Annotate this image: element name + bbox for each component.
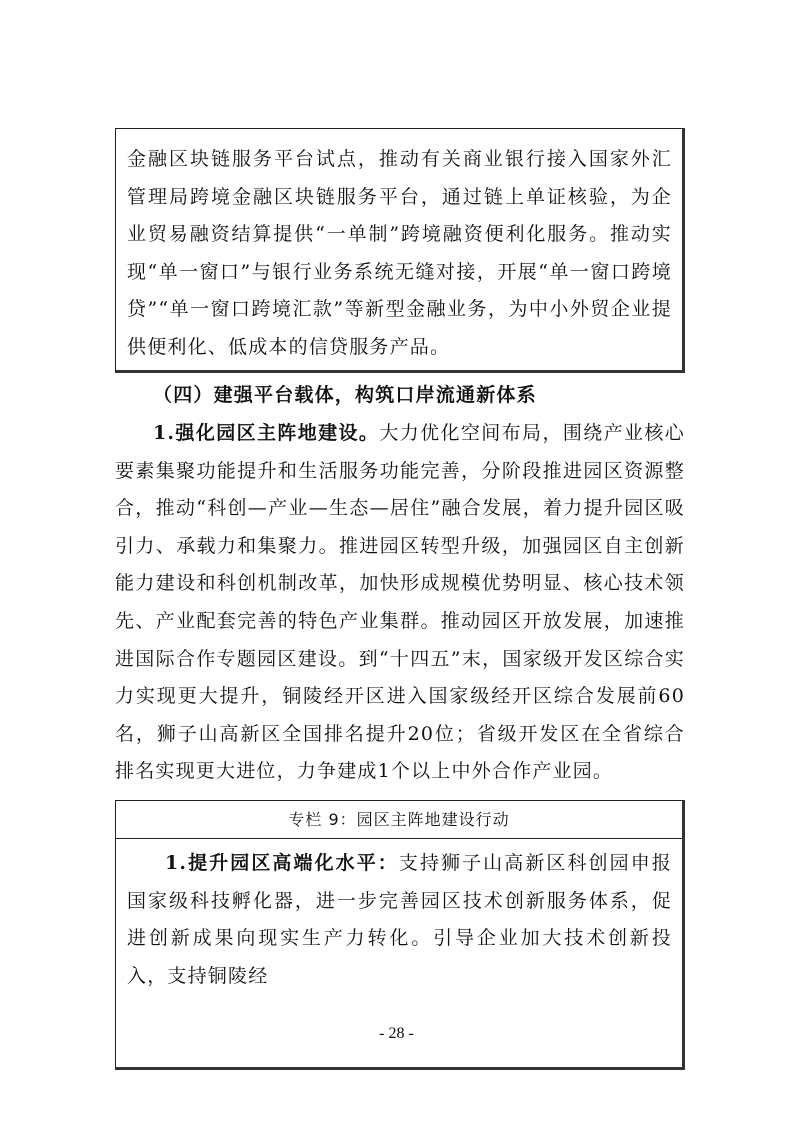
paragraph-text: 大力优化空间布局，围绕产业核心要素集聚功能提升和生活服务功能完善，分阶段推进园区资源整合，推动“科创—产业—生态—居住”融合发展，着力提升园区吸引力、承载力和集聚力。推进园区转型升级，加强园区自主创新能力建设和科创机制改革，加快形成规模优势明显、核心技术领先、产业配套完善的特色产业集群。推动园区开放发展，加速推进国际合作专题园区建设。到“十四五”末，国家级开发区综合实力实现更大提升，铜陵经开区进入国家级经开区综合发展前60名，狮子山高新区全国排名提升20位；省级开发区在全省综合排名实现更大进位，力争建成1个以上中外合作产业园。 [115,422,685,783]
text-box-top [115,128,685,373]
column-paragraph-lead: 1.提升园区高端化水平： [165,852,399,874]
column-body [116,839,682,995]
page-number: - 28 - [379,1025,414,1042]
paragraph-lead: 1.强化园区主阵地建设。 [153,422,380,444]
column-paragraph [127,845,672,995]
body-paragraph [115,415,685,791]
main-content [115,375,685,791]
section-heading: （四）建强平台载体，构筑口岸流通新体系 [153,384,537,406]
box-paragraph: 金融区块链服务平台试点，推动有关商业银行接入国家外汇管理局跨境金融区块链服务平台，通过链上单证核验，为企业贸易融资结算提供“一单制”跨境融资便利化服务。推动实现“单一窗口”与银行业务系统无缝对接，开展“单一窗口跨境贷”“单一窗口跨境汇款”等新型金融业务，为中小外贸企业提供便利化、低成本的信贷服务产品。 [127,148,672,358]
column-paragraph-text: 支持狮子山高新区科创园申报国家级科技孵化器，进一步完善园区技术创新服务体系，促进创新成果向现实生产力转化。引导企业加大技术创新投入，支持铜陵经 [127,852,672,987]
column-title: 专栏 9：园区主阵地建设行动 [116,801,682,839]
